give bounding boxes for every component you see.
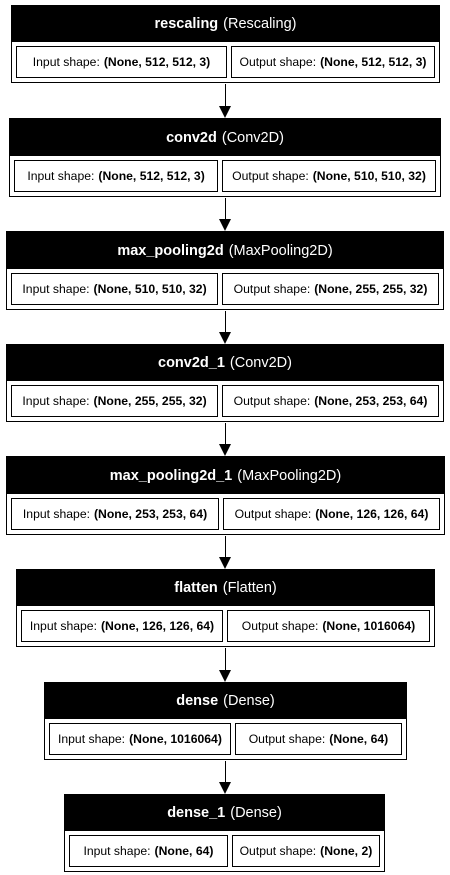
layer-shapes — [65, 831, 384, 871]
output-shape-label: Output shape: — [248, 732, 326, 746]
connector-line — [225, 648, 227, 671]
output-shape-value: (None, 255, 255, 32) — [314, 282, 428, 296]
input-shape-cell — [11, 273, 218, 305]
input-shape-value: (None, 64) — [154, 844, 214, 858]
connector-line — [225, 311, 227, 333]
layer-header — [65, 795, 384, 831]
layer-header — [7, 232, 443, 269]
input-shape-label: Input shape: — [22, 394, 90, 408]
layer-header — [45, 683, 406, 719]
connector-line — [225, 198, 227, 220]
layer-name: dense_1 — [167, 805, 226, 821]
layer-class: (Flatten) — [222, 580, 277, 596]
layer-header — [7, 345, 443, 381]
input-shape-label: Input shape: — [32, 55, 100, 69]
input-shape-cell — [11, 385, 218, 417]
layer-shapes — [45, 719, 406, 759]
layer-class: (MaxPooling2D) — [237, 467, 342, 484]
output-shape-cell — [222, 160, 436, 192]
output-shape-cell — [222, 385, 439, 417]
input-shape-cell — [49, 723, 231, 755]
output-shape-label: Output shape: — [234, 507, 312, 521]
output-shape-value: (None, 510, 510, 32) — [312, 169, 426, 183]
output-shape-value: (None, 253, 253, 64) — [314, 394, 428, 408]
output-shape-label: Output shape: — [233, 282, 311, 296]
layer-node-conv2d — [9, 118, 441, 197]
connector-line — [225, 536, 227, 558]
layer-name: conv2d — [166, 129, 217, 146]
input-shape-value: (None, 253, 253, 64) — [94, 507, 208, 521]
arrowhead-icon — [219, 332, 231, 344]
layer-class: (Dense) — [223, 693, 275, 709]
arrowhead-icon — [219, 219, 231, 231]
output-shape-cell — [231, 46, 435, 78]
layer-name: max_pooling2d — [117, 242, 224, 259]
output-shape-value: (None, 512, 512, 3) — [320, 55, 427, 69]
layer-node-dense — [44, 682, 407, 760]
arrowhead-icon — [219, 782, 231, 794]
layer-node-rescaling — [11, 5, 440, 83]
layer-name: flatten — [174, 580, 218, 596]
layer-node-dense-1 — [64, 794, 385, 872]
output-shape-label: Output shape: — [233, 394, 311, 408]
output-shape-value: (None, 64) — [329, 732, 389, 746]
layer-node-conv2d-1 — [6, 344, 444, 422]
layer-shapes — [10, 156, 440, 196]
arrowhead-icon — [219, 444, 231, 456]
output-shape-cell — [227, 610, 430, 642]
layer-class: (Conv2D) — [221, 129, 284, 146]
layer-node-max-pooling2d-1 — [6, 456, 445, 535]
input-shape-cell — [14, 160, 218, 192]
layer-name: dense — [176, 693, 219, 709]
arrowhead-icon — [219, 670, 231, 682]
input-shape-label: Input shape: — [83, 844, 151, 858]
input-shape-label: Input shape: — [22, 282, 90, 296]
input-shape-label: Input shape: — [22, 507, 90, 521]
layer-node-max-pooling2d — [6, 231, 444, 310]
input-shape-label: Input shape: — [57, 732, 126, 746]
output-shape-label: Output shape: — [239, 55, 317, 69]
connector-line — [225, 761, 227, 783]
input-shape-value: (None, 512, 512, 3) — [98, 169, 205, 183]
input-shape-cell — [21, 610, 223, 642]
input-shape-cell — [16, 46, 227, 78]
layer-shapes — [7, 494, 444, 534]
layer-header — [10, 119, 440, 156]
layer-header — [7, 457, 444, 494]
input-shape-value: (None, 126, 126, 64) — [100, 619, 215, 633]
output-shape-value: (None, 126, 126, 64) — [315, 507, 429, 521]
layer-class: (MaxPooling2D) — [228, 242, 333, 259]
output-shape-cell — [232, 835, 380, 867]
output-shape-label: Output shape: — [232, 169, 309, 183]
layer-shapes — [12, 42, 439, 82]
layer-shapes — [17, 606, 434, 646]
input-shape-cell — [69, 835, 228, 867]
layer-class: (Dense) — [230, 805, 282, 821]
input-shape-value: (None, 512, 512, 3) — [103, 55, 211, 69]
output-shape-label: Output shape: — [239, 844, 317, 858]
connector-line — [225, 84, 227, 107]
layer-shapes — [7, 269, 443, 309]
output-shape-cell — [235, 723, 402, 755]
input-shape-label: Input shape: — [29, 619, 97, 633]
layer-class: (Conv2D) — [229, 355, 292, 371]
input-shape-value: (None, 510, 510, 32) — [93, 282, 207, 296]
layer-name: max_pooling2d_1 — [109, 467, 233, 484]
input-shape-value: (None, 255, 255, 32) — [93, 394, 207, 408]
layer-header — [17, 570, 434, 606]
output-shape-value: (None, 1016064) — [322, 619, 416, 633]
layer-name: rescaling — [154, 16, 219, 32]
layer-shapes — [7, 381, 443, 421]
input-shape-label: Input shape: — [27, 169, 95, 183]
input-shape-cell — [11, 498, 219, 530]
output-shape-cell — [222, 273, 439, 305]
output-shape-cell — [223, 498, 440, 530]
layer-node-flatten — [16, 569, 435, 647]
input-shape-value: (None, 1016064) — [129, 732, 222, 746]
arrowhead-icon — [219, 557, 231, 569]
output-shape-value: (None, 2) — [320, 844, 373, 858]
layer-name: conv2d_1 — [158, 355, 225, 371]
connector-line — [225, 423, 227, 445]
arrowhead-icon — [219, 106, 231, 118]
layer-header — [12, 6, 439, 42]
layer-class: (Rescaling) — [223, 16, 297, 32]
output-shape-label: Output shape: — [241, 619, 319, 633]
